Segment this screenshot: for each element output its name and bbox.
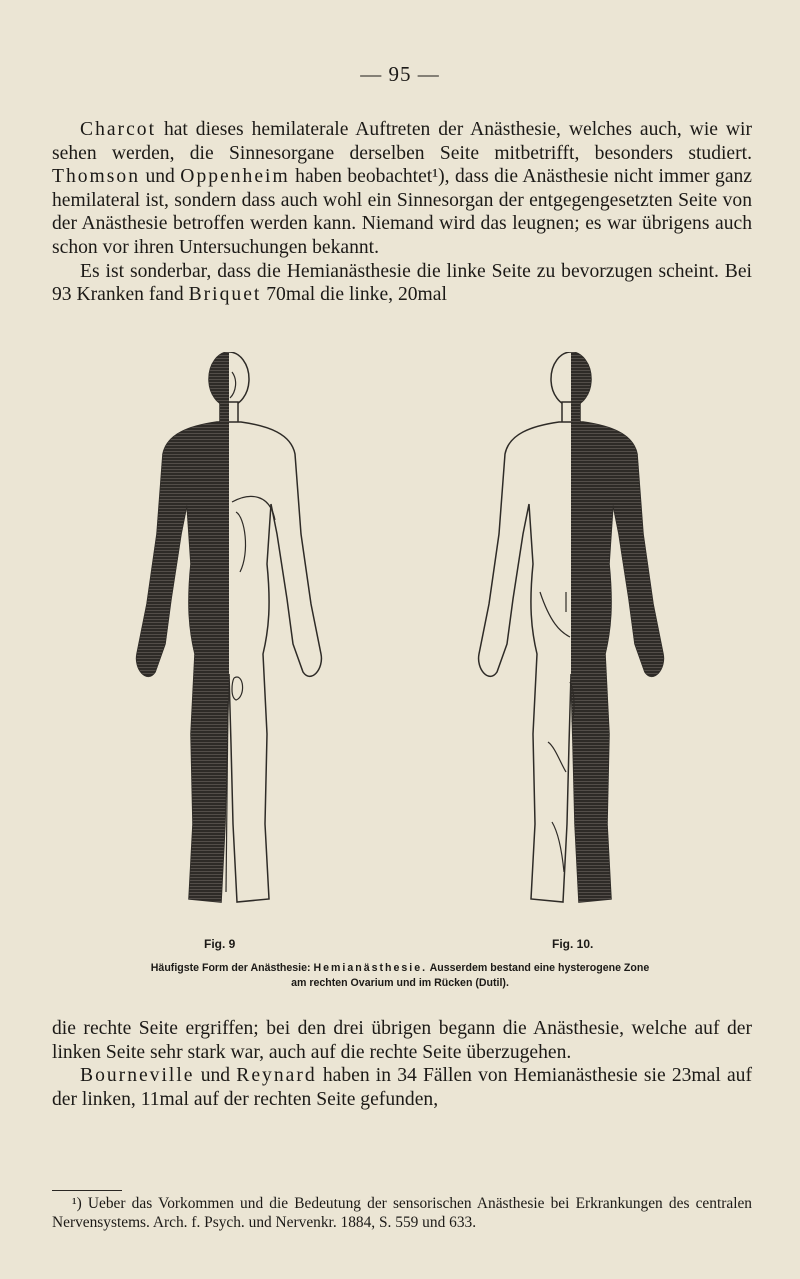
caption-line-1: Häufigste Form der Anästhesie: Hemianästhesie. Ausserdem bestand eine hysterogene Zone: [150, 962, 650, 974]
paragraph-bourneville: Bourneville und Reynard haben in 34 Fällen von Hemianästhesie sie 23mal auf der linken, 11mal auf der rechten Seite gefunden,: [52, 1065, 753, 1110]
page-number: — 95 —: [360, 62, 440, 86]
figure-10-label: Fig. 10.: [552, 937, 594, 951]
figure-illustration: [0, 352, 800, 912]
figure-caption: [40, 961, 760, 991]
footnote-rule: [52, 1190, 122, 1191]
author-name: Oppenheim: [180, 166, 290, 188]
author-name: Thomson: [52, 166, 141, 188]
paragraph-charcot: Charcot hat dieses hemilaterale Auftreten der Anästhesie, welches auch, wie wir sehen werden, die Sinnesorgane derselben Seite mitbetrifft, besonders studiert. Thomson und Oppenheim haben beobachtet¹), dass die Anästhesie nicht immer ganz hemilateral ist, sondern dass auch wohl ein Sinnesorgan der entgegengesetzten Seite von der Anästhesie betroffen werden kann. Niemand wird das leugnen; es war übrigens auch schon vor ihren Untersuchungen bekannt.: [52, 119, 753, 258]
paragraph-briquet: Es ist sonderbar, dass die Hemianästhesie die linke Seite zu bevorzugen scheint. Bei 93 Kranken fand Briquet 70mal die linke, 20mal: [52, 260, 752, 306]
caption-line-2: am rechten Ovarium und im Rücken (Dutil).: [291, 977, 509, 989]
author-name: Reynard: [236, 1065, 317, 1087]
author-name: Bourneville: [80, 1065, 195, 1087]
figure-9-label: Fig. 9: [204, 937, 236, 951]
author-name: Charcot: [80, 119, 157, 140]
body-text-top: [52, 118, 752, 307]
body-text-bottom: [52, 1017, 752, 1111]
figure-hemianaesthesia: [0, 352, 800, 951]
footnote-text: ¹) Ueber das Vorkommen und die Bedeutung der sensorischen Anästhesie bei Erkrankungen des centralen Nervensystems. Arch. f. Psych. und Nervenkr. 1884, S. 559 und 633.: [52, 1195, 752, 1231]
footnote: [52, 1195, 752, 1232]
caption-term: Hemianästhesie.: [313, 962, 428, 974]
paragraph-continuation: die rechte Seite ergriffen; bei den drei übrigen begann die Anästhesie, welche auf der linken Seite sehr stark war, auch auf die rechte Seite überzugehen.: [52, 1018, 752, 1063]
author-name: Briquet: [188, 284, 262, 306]
